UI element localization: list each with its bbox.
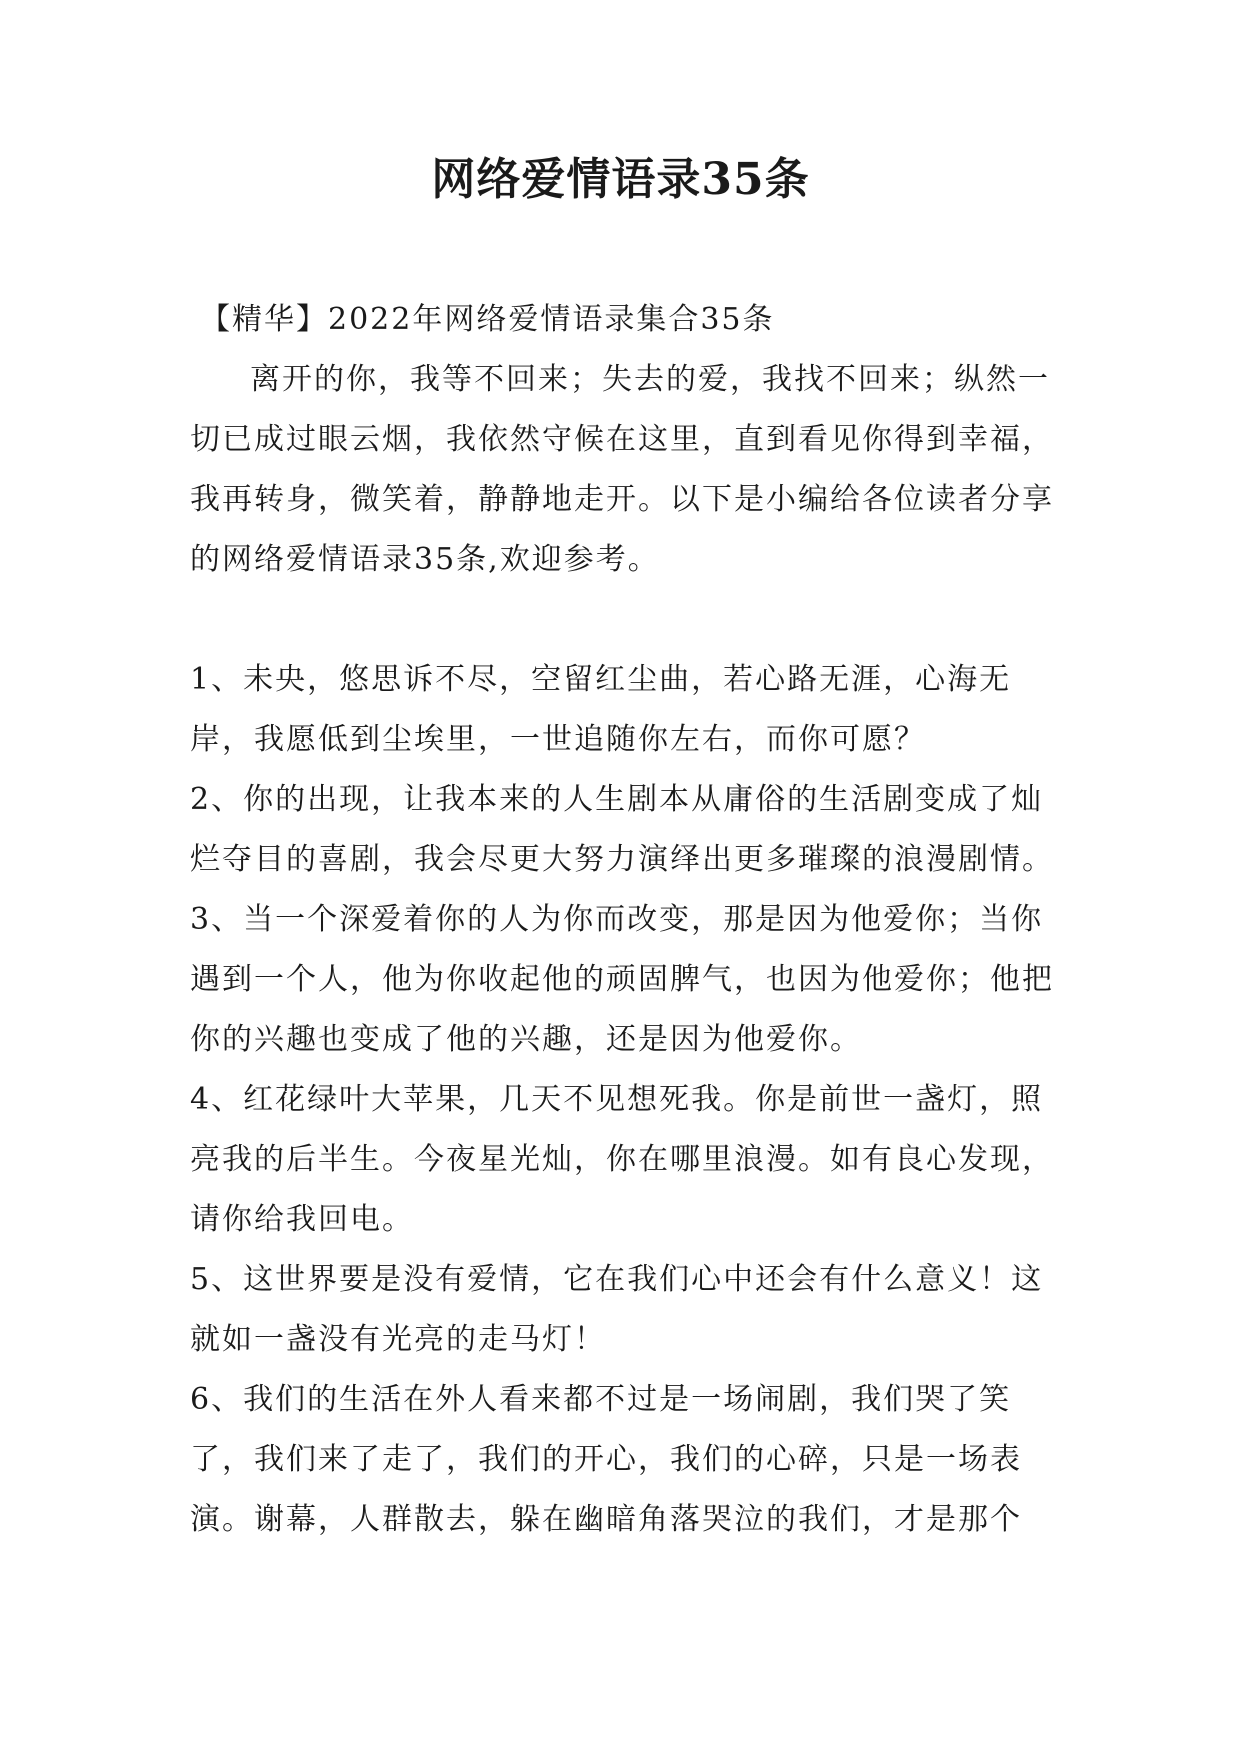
quote-item: 3、当一个深爱着你的人为你而改变，那是因为他爱你；当你遇到一个人，他为你收起他的顽固脾气，也因为他爱你；他把你的兴趣也变成了他的兴趣，还是因为他爱你。 xyxy=(190,902,1054,1057)
quote-item: 2、你的出现，让我本来的人生剧本从庸俗的生活剧变成了灿烂夺目的喜剧，我会尽更大努力演绎出更多璀璨的浪漫剧情。 xyxy=(190,782,1054,877)
document-body xyxy=(190,290,1060,1550)
quote-item: 6、我们的生活在外人看来都不过是一场闹剧，我们哭了笑了，我们来了走了，我们的开心，我们的心碎，只是一场表演。谢幕，人群散去，躲在幽暗角落哭泣的我们，才是那个 xyxy=(190,1382,1022,1537)
intro-paragraph: 离开的你，我等不回来；失去的爱，我找不回来；纵然一切已成过眼云烟，我依然守候在这里，直到看见你得到幸福，我再转身，微笑着，静静地走开。以下是小编给各位读者分享的网络爱情语录35条,欢迎参考。 xyxy=(190,362,1054,577)
quote-item: 5、这世界要是没有爱情，它在我们心中还会有什么意义！这就如一盏没有光亮的走马灯！ xyxy=(190,1262,1044,1357)
document-subtitle: 【精华】2022年网络爱情语录集合35条 xyxy=(200,302,775,337)
quote-item: 4、红花绿叶大苹果，几天不见想死我。你是前世一盏灯，照亮我的后半生。今夜星光灿，你在哪里浪漫。如有良心发现，请你给我回电。 xyxy=(190,1082,1054,1237)
quote-item: 1、未央，悠思诉不尽，空留红尘曲，若心路无涯，心海无岸，我愿低到尘埃里，一世追随你左右，而你可愿？ xyxy=(190,662,1012,757)
document-title: 网络爱情语录35条 xyxy=(431,154,810,205)
